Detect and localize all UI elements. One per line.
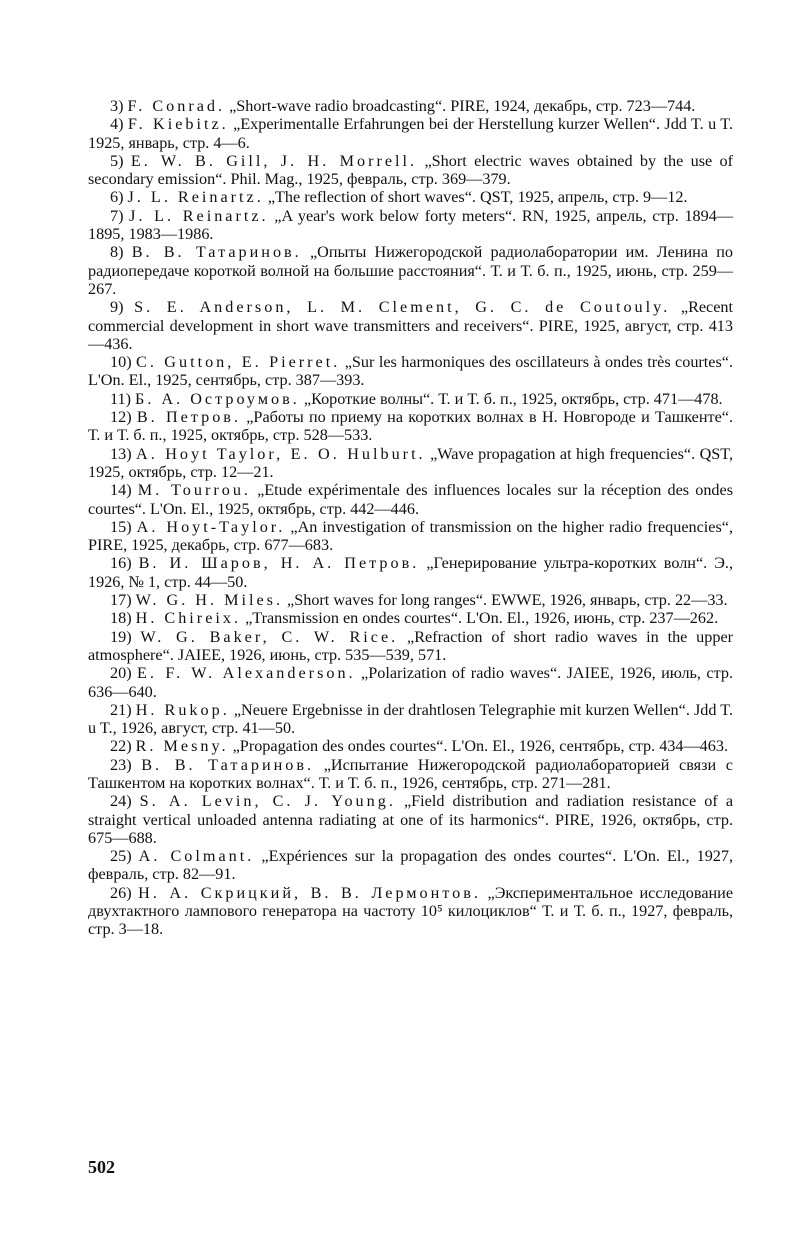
reference-author: Б. А. Остроумов. [135, 389, 300, 408]
page-number: 502 [88, 1157, 115, 1177]
reference-text: „Экспериментальное исследование двухтактного лампового генератора на частоту 10⁵ килоциклов“ Т. и Т. б. п., 1927, февраль, стр. 3—18. [88, 883, 734, 939]
reference-author: Н. А. Скрицкий, В. В. Лермонтов. [138, 883, 481, 902]
reference-entry [88, 847, 733, 884]
reference-text: „An investigation of transmission on the higher radio frequencies“, PIRE, 1925, декабрь, стр. 677—683. [88, 517, 734, 555]
reference-text: „Refraction of short radio waves in the upper atmosphere“. JAIEE, 1926, июнь, стр. 535—539, 571. [88, 627, 734, 664]
reference-number: 12) [110, 408, 132, 427]
reference-number: 21) [110, 700, 132, 719]
reference-number: 15) [110, 517, 132, 536]
reference-number: 3) [110, 97, 124, 115]
reference-entry [88, 115, 733, 152]
reference-text: „A year's work below forty meters“. RN, 1925, апрель, стр. 1894—1895, 1983—1986. [88, 206, 734, 244]
reference-author: A. Colmant. [138, 847, 255, 866]
reference-text: „Sur les harmoniques des oscillateurs à ondes très courtes“. L'On. El., 1925, сентябрь, стр. 387—393. [88, 353, 734, 390]
reference-author: A. Hoyt-Taylor. [136, 517, 286, 536]
reference-text: „Propagation des ondes courtes“. L'On. El., 1926, сентябрь, стр. 434—463. [232, 737, 729, 756]
reference-text: „Короткие волны“. Т. и Т. б. п., 1925, октябрь, стр. 471—478. [303, 389, 723, 408]
reference-entry [88, 628, 733, 665]
reference-entry [88, 298, 733, 353]
reference-entry [88, 97, 733, 115]
reference-author: В. И. Шаров, Н. А. Петров. [138, 554, 420, 573]
reference-number: 14) [110, 481, 132, 500]
reference-author: C. Gutton, E. Pierret. [136, 353, 341, 372]
reference-number: 8) [110, 243, 124, 262]
reference-number: 11) [110, 389, 131, 408]
reference-author: F. Conrad. [127, 97, 226, 115]
reference-text: „Expériences sur la propagation des ondes courtes“. L'On. El., 1927, февраль, стр. 82—91. [88, 847, 734, 884]
reference-author: W. G. Baker, C. W. Rice. [140, 627, 399, 646]
reference-entry [88, 518, 733, 555]
reference-number: 24) [110, 792, 132, 811]
reference-text: „Short electric waves obtained by the use of secondary emission“. Phil. Mag., 1925, февраль, стр. 369—379. [88, 151, 734, 189]
reference-entry [88, 737, 733, 755]
reference-entry [88, 591, 733, 609]
reference-number: 19) [110, 627, 132, 646]
reference-text: „Transmission en ondes courtes“. L'On. El., 1926, июнь, стр. 237—262. [245, 609, 719, 628]
reference-text: „Wave propagation at high frequencies“. QST, 1925, октябрь, стр. 12—21. [88, 444, 733, 481]
reference-author: В. Петров. [136, 408, 241, 427]
reference-text: „Испытание Нижегородской радиолабораторией связи с Ташкентом на коротких волнах“. Т. и Т. б. п., 1926, сентябрь, стр. 271—281. [88, 755, 733, 792]
reference-text: „Генерирование ультра-коротких волн“. Э., 1926, № 1, стр. 44—50. [88, 554, 734, 591]
reference-author: W. G. H. Miles. [135, 591, 283, 610]
reference-text: „Polarization of radio waves“. JAIEE, 1926, июль, стр. 636—640. [88, 664, 733, 701]
reference-entry [88, 353, 733, 390]
reference-number: 7) [110, 206, 124, 225]
reference-number: 5) [110, 151, 124, 170]
reference-entry [88, 188, 733, 206]
reference-author: H. Chireix. [135, 609, 242, 628]
reference-entry [88, 609, 733, 627]
reference-text: „Etude expérimentale des influences locales sur la réception des ondes courtes“. L'On. El., 1925, октябрь, стр. 442—446. [88, 481, 734, 518]
reference-entry [88, 554, 733, 591]
reference-number: 17) [110, 591, 132, 610]
reference-entry [88, 884, 733, 939]
reference-text: „The reflection of short waves“. QST, 1925, апрель, стр. 9—12. [267, 188, 688, 207]
reference-text: „Short waves for long ranges“. EWWE, 1926, январь, стр. 22—33. [287, 591, 728, 610]
reference-number: 4) [110, 115, 124, 134]
reference-entry [88, 792, 733, 847]
reference-text: „Experimentalle Erfahrungen bei der Herstellung kurzer Wellen“. Jdd T. u T. 1925, январь, стр. 4—6. [88, 115, 734, 152]
reference-text: „Recent commercial development in short wave transmitters and receivers“. PIRE, 1925, август, стр. 413—436. [88, 298, 734, 353]
reference-number: 10) [110, 353, 132, 372]
reference-entry [88, 408, 733, 445]
reference-entry [88, 756, 733, 793]
reference-number: 16) [110, 554, 132, 573]
reference-text: „Работы по приему на коротких волнах в Н. Новгороде и Ташкенте“. Т. и Т. б. п., 1925, октябрь, стр. 528—533. [88, 408, 733, 445]
reference-number: 25) [110, 847, 132, 866]
reference-list [88, 97, 733, 939]
reference-entry [88, 207, 733, 244]
reference-author: В. В. Татаринов. [141, 755, 315, 774]
reference-author: J. L. Reinartz. [127, 188, 264, 207]
reference-author: S. A. Levin, C. J. Young. [139, 792, 396, 811]
reference-number: 22) [110, 737, 132, 756]
reference-entry [88, 481, 733, 518]
reference-author: E. W. B. Gill, J. H. Morrell. [130, 151, 418, 170]
reference-author: A. Hoyt Taylor, E. O. Hulburt. [136, 444, 426, 463]
reference-text: „Field distribution and radiation resistance of a straight vertical unloaded antenna radiating at one of its harmonics“. PIRE, 1926, октябрь, стр. 675—688. [88, 792, 734, 847]
reference-number: 13) [110, 444, 132, 463]
reference-author: R. Mesny. [135, 737, 229, 756]
reference-number: 23) [110, 755, 132, 774]
reference-entry [88, 664, 733, 701]
reference-text: „Short-wave radio broadcasting“. PIRE, 1924, декабрь, стр. 723—744. [229, 97, 696, 115]
reference-number: 9) [110, 298, 124, 317]
reference-entry [88, 390, 733, 408]
reference-author: S. E. Anderson, L. M. Clement, G. C. de Coutouly. [134, 298, 671, 317]
reference-entry [88, 445, 733, 482]
reference-author: В. В. Татаринов. [131, 243, 302, 262]
reference-entry [88, 152, 733, 189]
reference-author: J. L. Reinartz. [129, 206, 269, 225]
reference-entry [88, 701, 733, 738]
reference-number: 6) [110, 188, 124, 207]
reference-number: 26) [110, 883, 132, 902]
reference-author: E. F. W. Alexanderson. [137, 664, 356, 683]
reference-author: H. Rukop. [135, 700, 230, 719]
reference-number: 20) [110, 664, 132, 683]
reference-entry [88, 243, 733, 298]
reference-text: „Опыты Нижегородской радиолаборатории им. Ленина по радиопередаче короткой волной на большие расстояния“. Т. и Т. б. п., 1925, июнь, стр. 259—267. [88, 243, 733, 298]
reference-number: 18) [110, 609, 132, 628]
reference-author: F. Kiebitz. [127, 115, 229, 134]
reference-text: „Neuere Ergebnisse in der drahtlosen Telegraphie mit kurzen Wellen“. Jdd T. u T., 1926, август, стр. 41—50. [88, 700, 734, 738]
reference-author: M. Tourrou. [137, 481, 251, 500]
